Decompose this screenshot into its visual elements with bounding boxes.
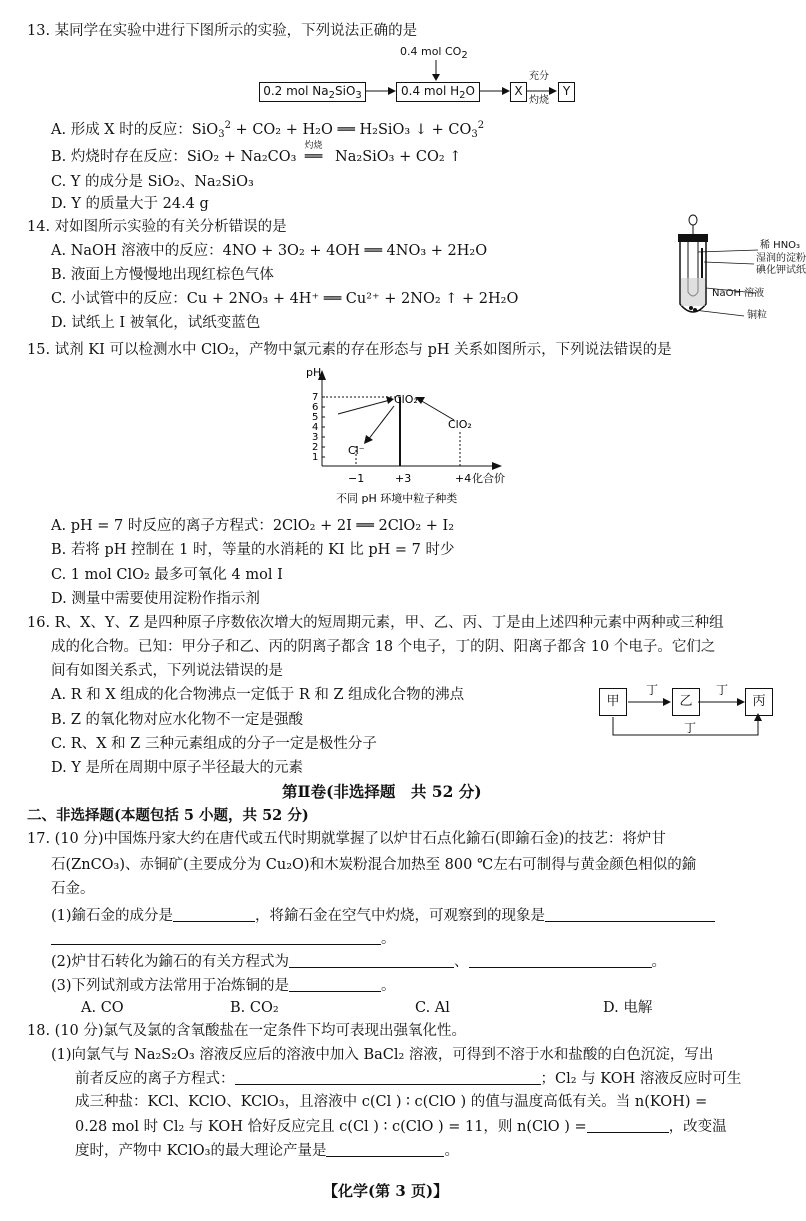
q13-co2-label: 0.4 mol CO2	[400, 45, 468, 61]
q18-blank-2[interactable]	[587, 1116, 669, 1133]
q14-option-a: A. NaOH 溶液中的反应：4NO + 3O₂ + 4OH ══ 4NO₃ + 2H₂O	[51, 243, 488, 259]
q17-part1: (1)鍮石金的成分是 ，将鍮石金在空气中灼烧，可观察到的现象是	[51, 905, 715, 926]
q15-ytick-label: 3	[312, 432, 319, 443]
q16-line3: 间有如图关系式，下列说法错误的是	[51, 663, 283, 679]
q17-option-b: B. CO₂	[230, 1000, 279, 1016]
q15-xlabel: 化合价	[472, 472, 505, 485]
q18-line3: 前者反应的离子方程式： ；Cl₂ 与 KOH 溶液反应时可生	[75, 1068, 741, 1089]
q13-option-a: A. 形成 X 时的反应：SiO$_3^2$ + CO₂ + H₂O ══ H₂SiO₃ ↓ + $CO_3^2$	[51, 120, 485, 140]
q13-box-na2sio3: 0.2 mol $Na_2SiO_3$	[259, 82, 366, 102]
q14-label-paper2: 碘化钾试纸	[756, 265, 806, 276]
q13-box-y: Y	[558, 82, 575, 102]
part2-title: 第Ⅱ卷(非选择题 共 52 分)	[282, 782, 482, 801]
q17-line2: 石(ZnCO₃)、赤铜矿(主要成分为 Cu₂O)和木炭粉混合加热至 800 ℃左右可制得与黄金颜色相似的鍮	[51, 857, 697, 873]
q13-box-x: X	[510, 82, 527, 102]
q16-ding-3: 丁	[684, 721, 697, 735]
q18-line5: 0.28 mol 时 Cl₂ 与 KOH 恰好反应完且 c(Cl ) ∶ c(ClO ) = 11，则 n(ClO ) = ，改变温	[75, 1116, 727, 1137]
q14-label-paper1: 湿润的淀粉	[756, 253, 806, 264]
q18-line1: 18. (10 分)氯气及氯的含氧酸盐在一定条件下均可表现出强氧化性。	[27, 1023, 467, 1039]
q13-option-d: D. Y 的质量大于 24.4 g	[51, 196, 209, 212]
q15-stem: 15. 试剂 KI 可以检测水中 ClO₂，产物中氯元素的存在形态与 pH 关系如图所示，下列说法错误的是	[27, 342, 672, 358]
q13-flow-arrows	[0, 0, 794, 130]
q16-box-bing: 丙	[745, 688, 773, 716]
q15-ytick-label: 7	[312, 392, 319, 403]
q17-blank-5[interactable]	[469, 951, 652, 968]
q13-cond-top: 充分	[529, 71, 549, 82]
q14-option-d: D. 试纸上 I 被氧化，试纸变蓝色	[51, 315, 261, 331]
q17-blank-2[interactable]	[545, 905, 715, 922]
q14-option-b: B. 液面上方慢慢地出现红棕色气体	[51, 267, 274, 283]
q16-box-jia: 甲	[599, 688, 627, 716]
q16-ding-2: 丁	[716, 683, 729, 697]
q13-option-c: C. Y 的成分是 SiO₂、Na₂SiO₃	[51, 174, 254, 190]
page-footer: 【化学(第 3 页)】	[323, 1182, 449, 1200]
q16-option-a: A. R 和 X 组成的化合物沸点一定低于 R 和 Z 组成化合物的沸点	[51, 687, 465, 703]
q16-option-b: B. Z 的氧化物对应水化物不一定是强酸	[51, 712, 304, 728]
q17-part2: (2)炉甘石转化为鍮石的有关方程式为 、 。	[51, 951, 666, 972]
q13-option-b: B. 灼烧时存在反应：SiO₂ + Na₂CO₃ 灼烧 ══ Na₂SiO₃ + CO₂ ↑	[51, 141, 462, 165]
q14-label-cu: 铜粒	[747, 310, 767, 321]
q15-option-b: B. 若将 pH 控制在 1 时，等量的水消耗的 KI 比 pH = 7 时少	[51, 542, 455, 558]
q15-y-ticks	[312, 392, 325, 463]
q15-x-ticks	[348, 472, 471, 485]
q17-option-c: C. Al	[415, 1000, 450, 1016]
q15-species-right: ClO₂	[448, 418, 472, 431]
q17-line1: 17. (10 分)中国炼丹家大约在唐代或五代时期就掌握了以炉甘石点化鍮石(即鍮石金)的技艺：将炉甘	[27, 831, 666, 847]
q14-label-naoh: NaOH 溶液	[712, 288, 765, 299]
q15-caption: 不同 pH 环境中粒子种类	[336, 492, 458, 505]
part2-section: 二、非选择题(本题包括 5 小题，共 52 分)	[27, 807, 309, 824]
q17-option-a: A. CO	[81, 1000, 124, 1016]
q14-option-c: C. 小试管中的反应：Cu + 2NO₃ + 4H⁺ ══ Cu²⁺ + 2NO₂ ↑ + 2H₂O	[51, 291, 519, 307]
q13-cond-bottom: 灼烧	[529, 95, 549, 106]
q16-option-c: C. R、X 和 Z 三种元素组成的分子一定是极性分子	[51, 736, 377, 752]
q16-box-yi: 乙	[672, 688, 700, 716]
q15-ytick-label: 6	[312, 402, 319, 413]
q15-option-d: D. 测量中需要使用淀粉作指示剂	[51, 591, 260, 607]
q16-option-d: D. Y 是所在周期中原子半径最大的元素	[51, 760, 304, 776]
q17-line3: 石金。	[51, 881, 95, 897]
q15-ytick-label: 2	[312, 442, 319, 453]
q18-line6: 度时，产物中 KClO₃的最大理论产量是 。	[75, 1140, 459, 1161]
q15-species-top: ClO₂	[394, 393, 418, 406]
q13-stem: 13. 某同学在实验中进行下图所示的实验，下列说法正确的是	[27, 23, 418, 39]
q13-box-h2o: 0.4 mol $H_2O$	[396, 82, 480, 102]
q17-blank-1[interactable]	[173, 905, 255, 922]
q14-stem: 14. 对如图所示实验的有关分析错误的是	[27, 219, 287, 235]
q18-line4: 成三种盐：KCl、KClO、KClO₃，且溶液中 c(Cl ) ∶ c(ClO ) 的值与温度高低有关。当 n(KOH) =	[75, 1094, 708, 1110]
q15-ylabel: pH	[306, 366, 322, 379]
q17-option-d: D. 电解	[603, 1000, 653, 1016]
q17-part3: (3)下列试剂或方法常用于冶炼铜的是 。	[51, 975, 396, 996]
q16-line1: 16. R、X、Y、Z 是四种原子序数依次增大的短周期元素，甲、乙、丙、丁是由上述四种元素中两种或三种组	[27, 615, 724, 631]
q18-line2: (1)向氯气与 Na₂S₂O₃ 溶液反应后的溶液中加入 BaCl₂ 溶液，可得到不溶于水和盐酸的白色沉淀，写出	[51, 1047, 714, 1063]
q16-line2: 成的化合物。已知：甲分子和乙、丙的阴离子都含 18 个电子，丁的阴、阳离子都含 10 个电子。它们之	[51, 639, 716, 655]
q17-part1-cont: 。	[51, 928, 396, 949]
q14-label-hno3: 稀 HNO₃	[760, 240, 801, 251]
q15-ytick-label: 4	[312, 422, 319, 433]
q18-blank-3[interactable]	[326, 1140, 444, 1157]
q15-species-left: Cl⁻	[348, 444, 365, 457]
q17-blank-3[interactable]	[51, 928, 381, 945]
q15-ytick-label: 5	[312, 412, 319, 423]
q15-xtick-label: −1	[348, 472, 365, 485]
q15-option-a: A. pH = 7 时反应的离子方程式：2ClO₂ + 2I ══ 2ClO₂ + I₂	[51, 518, 455, 534]
q15-option-c: C. 1 mol ClO₂ 最多可氧化 4 mol I	[51, 567, 283, 583]
q16-ding-1: 丁	[646, 683, 659, 697]
q17-blank-4[interactable]	[289, 951, 454, 968]
q15-xtick-label: +4	[455, 472, 472, 485]
q18-blank-1[interactable]	[235, 1068, 541, 1085]
q15-xtick-label: +3	[395, 472, 412, 485]
q15-chart	[300, 362, 540, 512]
q17-blank-6[interactable]	[289, 975, 381, 992]
q15-ytick-label: 1	[312, 452, 319, 463]
